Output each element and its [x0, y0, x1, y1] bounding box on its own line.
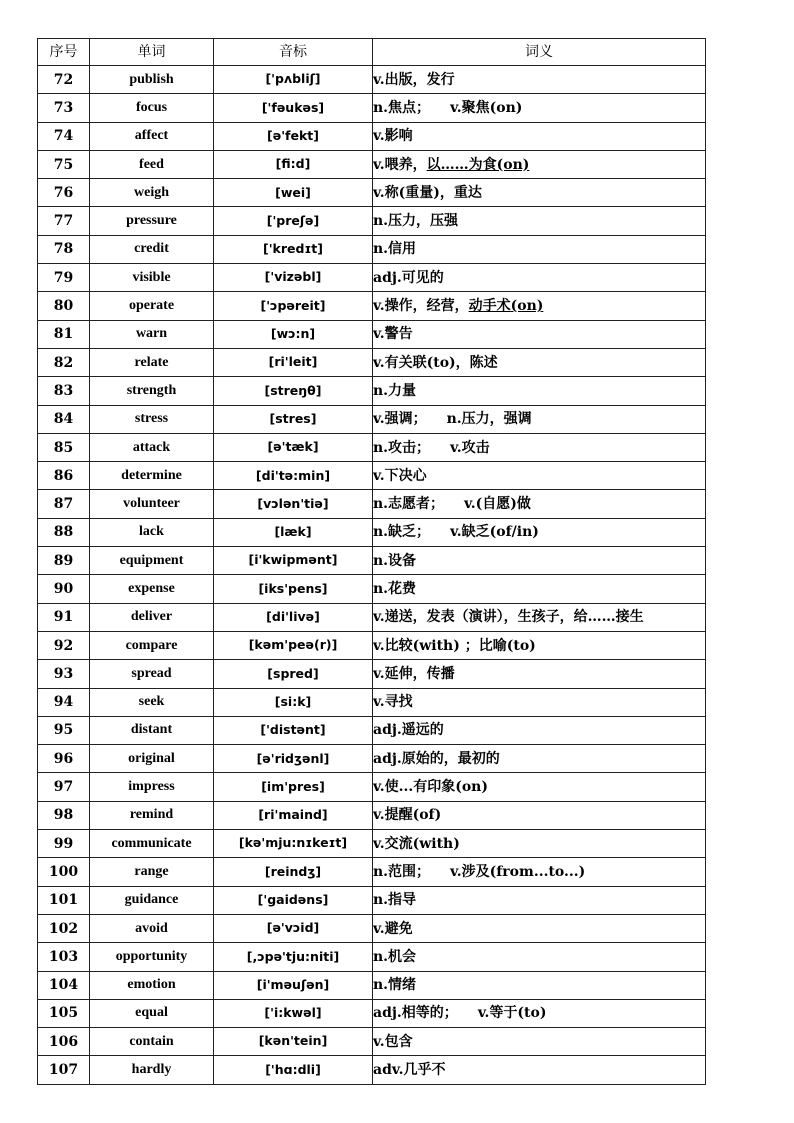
row-number: 85: [38, 433, 90, 461]
definition-part: n.焦点；: [373, 99, 431, 116]
row-phonetic: [reindʒ]: [214, 858, 373, 886]
row-definition: [373, 830, 706, 858]
table-row: [38, 773, 706, 801]
header-word: 单词: [90, 39, 214, 66]
row-word: relate: [90, 348, 214, 376]
row-definition: [373, 150, 706, 178]
row-word: credit: [90, 235, 214, 263]
table-row: [38, 830, 706, 858]
row-word: communicate: [90, 830, 214, 858]
row-word: remind: [90, 801, 214, 829]
definition-part: v.出版，发行: [373, 71, 455, 88]
table-row: [38, 716, 706, 744]
row-word: determine: [90, 462, 214, 490]
definition-part: v.寻找: [373, 694, 413, 711]
row-number: 79: [38, 264, 90, 292]
row-phonetic: ['gaidəns]: [214, 886, 373, 914]
header-definition: 词义: [373, 39, 706, 66]
row-word: avoid: [90, 914, 214, 942]
row-number: 103: [38, 943, 90, 971]
definition-part: v.影响: [373, 128, 413, 145]
table-header: [38, 39, 706, 66]
table-row: [38, 801, 706, 829]
row-word: affect: [90, 122, 214, 150]
row-definition: [373, 207, 706, 235]
row-word: expense: [90, 575, 214, 603]
definition-part: v.避免: [373, 920, 413, 937]
definition-part: n.缺乏；: [373, 524, 431, 541]
definition-part: adj.可见的: [373, 269, 444, 286]
row-phonetic: [iks'pens]: [214, 575, 373, 603]
row-number: 93: [38, 660, 90, 688]
row-definition: [373, 547, 706, 575]
row-phonetic: [fi:d]: [214, 150, 373, 178]
row-definition: [373, 320, 706, 348]
table-row: [38, 575, 706, 603]
row-definition: [373, 914, 706, 942]
row-phonetic: [ə'vɔid]: [214, 914, 373, 942]
definition-part: n.范围；: [373, 863, 431, 880]
row-phonetic: [kəm'peə(r)]: [214, 631, 373, 659]
row-number: 84: [38, 405, 90, 433]
row-word: seek: [90, 688, 214, 716]
row-number: 105: [38, 999, 90, 1027]
definition-part: v.包含: [373, 1033, 413, 1050]
definition-part: v.强调；: [373, 411, 427, 428]
row-phonetic: [ə'ridʒənl]: [214, 745, 373, 773]
row-definition: [373, 405, 706, 433]
definition-part: v.聚焦(on): [450, 99, 523, 116]
row-phonetic: [,ɔpə'tju:niti]: [214, 943, 373, 971]
definition-part: v.交流(with): [373, 835, 460, 852]
definition-part: n.力量: [373, 382, 417, 399]
table-row: [38, 943, 706, 971]
row-word: feed: [90, 150, 214, 178]
row-definition: [373, 943, 706, 971]
row-word: lack: [90, 518, 214, 546]
table-row: [38, 858, 706, 886]
definition-part: v.提醒(of): [373, 807, 442, 824]
row-word: strength: [90, 377, 214, 405]
definition-part: v.使...有印象(on): [373, 779, 488, 796]
row-phonetic: [spred]: [214, 660, 373, 688]
row-number: 88: [38, 518, 90, 546]
table-row: [38, 999, 706, 1027]
table-row: [38, 745, 706, 773]
row-number: 87: [38, 490, 90, 518]
row-word: warn: [90, 320, 214, 348]
row-number: 82: [38, 348, 90, 376]
row-number: 86: [38, 462, 90, 490]
row-word: deliver: [90, 603, 214, 631]
definition-part: v.警告: [373, 326, 413, 343]
row-word: distant: [90, 716, 214, 744]
row-phonetic: ['ɔpəreit]: [214, 292, 373, 320]
row-phonetic: [ri'maind]: [214, 801, 373, 829]
table-row: [38, 688, 706, 716]
definition-part: n.花费: [373, 580, 417, 597]
row-phonetic: ['distənt]: [214, 716, 373, 744]
row-phonetic: [ə'fekt]: [214, 122, 373, 150]
row-number: 90: [38, 575, 90, 603]
row-definition: [373, 377, 706, 405]
definition-phrase-underlined: 以……为食(on): [426, 156, 530, 173]
row-definition: [373, 1028, 706, 1056]
row-word: impress: [90, 773, 214, 801]
table-row: [38, 914, 706, 942]
definition-part: v.喂养，: [373, 156, 427, 173]
row-definition: [373, 631, 706, 659]
row-number: 95: [38, 716, 90, 744]
row-number: 81: [38, 320, 90, 348]
table-row: [38, 1056, 706, 1084]
row-word: guidance: [90, 886, 214, 914]
row-phonetic: [ə'tæk]: [214, 433, 373, 461]
definition-part: v.称(重量)，重达: [373, 184, 482, 201]
row-definition: [373, 1056, 706, 1084]
row-word: emotion: [90, 971, 214, 999]
row-number: 107: [38, 1056, 90, 1084]
row-phonetic: ['pʌbliʃ]: [214, 66, 373, 94]
row-word: contain: [90, 1028, 214, 1056]
row-word: focus: [90, 94, 214, 122]
row-word: hardly: [90, 1056, 214, 1084]
table-row: [38, 886, 706, 914]
header-phonetic: 音标: [214, 39, 373, 66]
row-number: 75: [38, 150, 90, 178]
row-number: 77: [38, 207, 90, 235]
table-row: [38, 292, 706, 320]
definition-part: n.指导: [373, 892, 417, 909]
definition-part: n.压力，强调: [446, 411, 532, 428]
row-number: 96: [38, 745, 90, 773]
definition-part: v.比较(with) ；比喻(to): [373, 637, 536, 654]
row-definition: [373, 179, 706, 207]
definition-part: n.情绪: [373, 977, 417, 994]
header-row: [38, 39, 706, 66]
row-definition: [373, 292, 706, 320]
row-phonetic: [vɔlən'tiə]: [214, 490, 373, 518]
definition-part: adv.几乎不: [373, 1062, 446, 1079]
definition-part: n.攻击；: [373, 439, 431, 456]
row-number: 99: [38, 830, 90, 858]
definition-part: adj.遥远的: [373, 722, 444, 739]
row-word: publish: [90, 66, 214, 94]
definition-part: v.(自愿)做: [464, 496, 531, 513]
table-row: [38, 433, 706, 461]
row-phonetic: [i'kwipmənt]: [214, 547, 373, 575]
row-definition: [373, 575, 706, 603]
row-phonetic: [streŋθ]: [214, 377, 373, 405]
table-row: [38, 122, 706, 150]
table-row: [38, 603, 706, 631]
table-row: [38, 264, 706, 292]
vocabulary-table: [37, 38, 706, 1085]
row-word: attack: [90, 433, 214, 461]
row-definition: [373, 94, 706, 122]
table-row: [38, 405, 706, 433]
row-word: equipment: [90, 547, 214, 575]
row-phonetic: ['vizəbl]: [214, 264, 373, 292]
row-phonetic: ['hɑ:dli]: [214, 1056, 373, 1084]
row-definition: [373, 660, 706, 688]
row-phonetic: [læk]: [214, 518, 373, 546]
row-number: 106: [38, 1028, 90, 1056]
row-word: volunteer: [90, 490, 214, 518]
table-row: [38, 971, 706, 999]
row-phonetic: [si:k]: [214, 688, 373, 716]
table-row: [38, 547, 706, 575]
definition-part: v.下决心: [373, 467, 427, 484]
row-number: 98: [38, 801, 90, 829]
row-definition: [373, 490, 706, 518]
definition-part: n.设备: [373, 552, 417, 569]
table-body: [38, 66, 706, 1085]
row-number: 104: [38, 971, 90, 999]
table-row: [38, 320, 706, 348]
table-row: [38, 490, 706, 518]
row-phonetic: ['preʃə]: [214, 207, 373, 235]
row-definition: [373, 971, 706, 999]
row-word: visible: [90, 264, 214, 292]
row-number: 92: [38, 631, 90, 659]
row-definition: [373, 348, 706, 376]
row-phonetic: ['kredɪt]: [214, 235, 373, 263]
row-word: pressure: [90, 207, 214, 235]
row-phonetic: [wɔ:n]: [214, 320, 373, 348]
row-definition: [373, 999, 706, 1027]
row-number: 100: [38, 858, 90, 886]
definition-part: n.志愿者；: [373, 496, 445, 513]
row-phonetic: [di'tə:min]: [214, 462, 373, 490]
table-row: [38, 1028, 706, 1056]
row-definition: [373, 462, 706, 490]
row-phonetic: [kə'mju:nɪkeɪt]: [214, 830, 373, 858]
row-definition: [373, 688, 706, 716]
row-definition: [373, 433, 706, 461]
definition-part: v.涉及(from...to...): [450, 863, 586, 880]
row-word: weigh: [90, 179, 214, 207]
definition-part: v.有关联(to)，陈述: [373, 354, 498, 371]
row-definition: [373, 603, 706, 631]
row-number: 101: [38, 886, 90, 914]
row-definition: [373, 264, 706, 292]
definition-part: v.延伸，传播: [373, 665, 455, 682]
row-number: 74: [38, 122, 90, 150]
row-definition: [373, 66, 706, 94]
table-row: [38, 660, 706, 688]
definition-part: n.信用: [373, 241, 417, 258]
row-phonetic: [i'məuʃən]: [214, 971, 373, 999]
row-number: 91: [38, 603, 90, 631]
row-word: opportunity: [90, 943, 214, 971]
row-word: spread: [90, 660, 214, 688]
table-row: [38, 348, 706, 376]
table-row: [38, 235, 706, 263]
row-definition: [373, 801, 706, 829]
row-phonetic: [im'pres]: [214, 773, 373, 801]
row-number: 80: [38, 292, 90, 320]
table-row: [38, 94, 706, 122]
row-word: operate: [90, 292, 214, 320]
row-definition: [373, 858, 706, 886]
row-definition: [373, 886, 706, 914]
definition-part: v.递送，发表（演讲），生孩子，给……接生: [373, 609, 644, 626]
row-phonetic: ['fəukəs]: [214, 94, 373, 122]
definition-part: n.机会: [373, 948, 417, 965]
table-row: [38, 179, 706, 207]
definition-part: v.等于(to): [477, 1005, 547, 1022]
table-row: [38, 462, 706, 490]
table-row: [38, 150, 706, 178]
row-phonetic: [di'livə]: [214, 603, 373, 631]
row-phonetic: ['i:kwəl]: [214, 999, 373, 1027]
row-number: 73: [38, 94, 90, 122]
row-number: 89: [38, 547, 90, 575]
table-row: [38, 518, 706, 546]
row-word: equal: [90, 999, 214, 1027]
definition-part: n.压力，压强: [373, 213, 459, 230]
row-definition: [373, 122, 706, 150]
row-number: 78: [38, 235, 90, 263]
table-row: [38, 66, 706, 94]
definition-part: v.攻击: [450, 439, 490, 456]
row-number: 83: [38, 377, 90, 405]
definition-phrase-underlined: 动手术(on): [468, 298, 544, 315]
header-number: 序号: [38, 39, 90, 66]
row-number: 102: [38, 914, 90, 942]
row-phonetic: [wei]: [214, 179, 373, 207]
definition-part: adj.原始的，最初的: [373, 750, 500, 767]
row-word: range: [90, 858, 214, 886]
table-row: [38, 377, 706, 405]
row-number: 76: [38, 179, 90, 207]
row-number: 97: [38, 773, 90, 801]
row-definition: [373, 773, 706, 801]
definition-part: adj.相等的；: [373, 1005, 458, 1022]
row-phonetic: [kən'tein]: [214, 1028, 373, 1056]
row-definition: [373, 235, 706, 263]
row-number: 72: [38, 66, 90, 94]
row-number: 94: [38, 688, 90, 716]
row-phonetic: [ri'leit]: [214, 348, 373, 376]
table-row: [38, 207, 706, 235]
row-word: stress: [90, 405, 214, 433]
row-definition: [373, 716, 706, 744]
row-word: original: [90, 745, 214, 773]
row-phonetic: [stres]: [214, 405, 373, 433]
row-definition: [373, 518, 706, 546]
definition-part: v.缺乏(of/in): [450, 524, 539, 541]
definition-part: v.操作，经营，: [373, 298, 469, 315]
table-row: [38, 631, 706, 659]
row-word: compare: [90, 631, 214, 659]
row-definition: [373, 745, 706, 773]
